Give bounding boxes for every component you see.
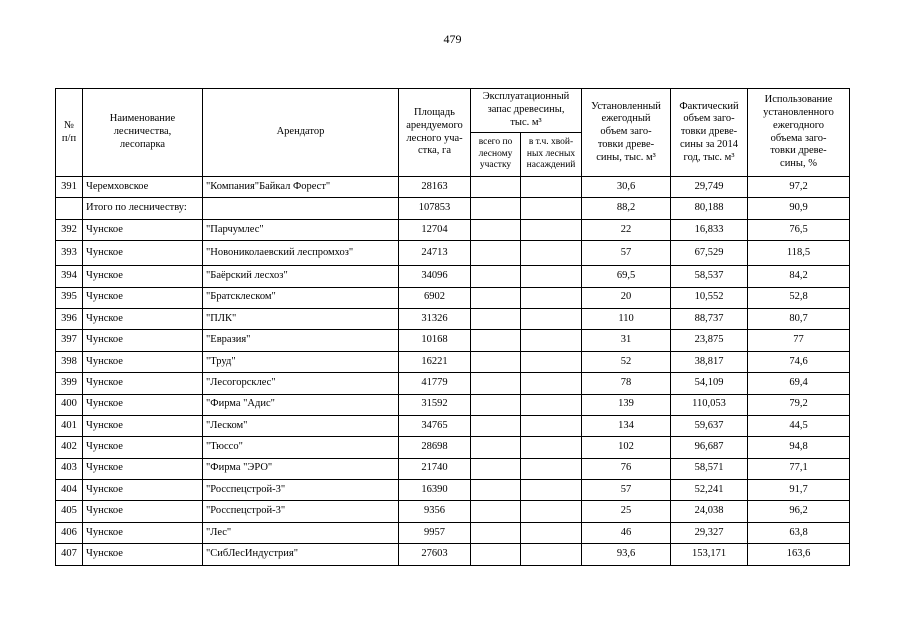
cell-stock-total [471,522,521,543]
cell-usage: 63,8 [748,522,850,543]
cell-tenant: "Братсклеском" [203,287,399,308]
cell-tenant: "ПЛК" [203,308,399,329]
cell-tenant: "Тюссо" [203,437,399,458]
cell-num: 405 [56,501,83,522]
cell-stock-conifer [521,373,582,394]
cell-actual: 16,833 [671,219,748,240]
cell-stock-conifer [521,522,582,543]
header-stock: Эксплуатационный запас древесины, тыс. м³ [471,89,582,133]
cell-actual: 10,552 [671,287,748,308]
header-tenant: Арендатор [203,89,399,177]
cell-stock-total [471,241,521,266]
table-row [56,544,850,565]
cell-established: 93,6 [582,544,671,565]
cell-num: 396 [56,308,83,329]
header-stock-total: всего по лесному участку [471,133,521,177]
cell-tenant: "Росспецстрой-3" [203,501,399,522]
cell-actual: 52,241 [671,480,748,501]
cell-usage: 76,5 [748,219,850,240]
cell-established: 102 [582,437,671,458]
cell-established: 25 [582,501,671,522]
cell-stock-total [471,394,521,415]
cell-established: 78 [582,373,671,394]
header-forestry: Наименование лесничества, лесопарка [83,89,203,177]
cell-stock-conifer [521,437,582,458]
cell-num: 401 [56,415,83,436]
cell-established: 134 [582,415,671,436]
cell-forestry: Чунское [83,480,203,501]
cell-num: 392 [56,219,83,240]
cell-usage: 79,2 [748,394,850,415]
table-row [56,266,850,287]
cell-actual: 153,171 [671,544,748,565]
cell-area: 10168 [399,330,471,351]
cell-stock-conifer [521,330,582,351]
cell-stock-total [471,177,521,198]
cell-established: 88,2 [582,198,671,219]
cell-stock-total [471,501,521,522]
cell-tenant: "Парчумлес" [203,219,399,240]
table-row [56,522,850,543]
cell-usage: 118,5 [748,241,850,266]
table-row [56,415,850,436]
cell-stock-conifer [521,415,582,436]
cell-stock-total [471,219,521,240]
cell-num: 404 [56,480,83,501]
cell-forestry: Итого по лесничеству: [83,198,203,219]
cell-actual: 38,817 [671,351,748,372]
header-established: Установленный ежегодный объем заго- товки древе- сины, тыс. м³ [582,89,671,177]
cell-usage: 69,4 [748,373,850,394]
cell-usage: 80,7 [748,308,850,329]
cell-num: 395 [56,287,83,308]
cell-established: 46 [582,522,671,543]
cell-stock-total [471,351,521,372]
cell-actual: 59,637 [671,415,748,436]
cell-actual: 29,327 [671,522,748,543]
cell-established: 31 [582,330,671,351]
cell-num [56,198,83,219]
cell-area: 24713 [399,241,471,266]
cell-stock-conifer [521,308,582,329]
cell-num: 398 [56,351,83,372]
cell-tenant: "Баёрский лесхоз" [203,266,399,287]
cell-actual: 54,109 [671,373,748,394]
cell-area: 16390 [399,480,471,501]
cell-usage: 77,1 [748,458,850,479]
table-row [56,480,850,501]
table-row [56,198,850,219]
header-area: Площадь арендуемого лесного уча- стка, га [399,89,471,177]
cell-tenant: "Леском" [203,415,399,436]
cell-area: 41779 [399,373,471,394]
cell-area: 28163 [399,177,471,198]
cell-actual: 29,749 [671,177,748,198]
cell-usage: 91,7 [748,480,850,501]
cell-tenant: "Фирма "Адис" [203,394,399,415]
cell-stock-conifer [521,241,582,266]
cell-usage: 77 [748,330,850,351]
cell-forestry: Чунское [83,287,203,308]
cell-actual: 58,571 [671,458,748,479]
cell-num: 393 [56,241,83,266]
cell-stock-conifer [521,266,582,287]
cell-area: 34765 [399,415,471,436]
cell-area: 9356 [399,501,471,522]
cell-forestry: Чунское [83,501,203,522]
cell-stock-conifer [521,458,582,479]
cell-area: 31326 [399,308,471,329]
cell-forestry: Чунское [83,308,203,329]
cell-stock-conifer [521,287,582,308]
cell-area: 27603 [399,544,471,565]
cell-stock-total [471,287,521,308]
cell-stock-conifer [521,501,582,522]
cell-established: 57 [582,241,671,266]
cell-actual: 80,188 [671,198,748,219]
cell-usage: 44,5 [748,415,850,436]
cell-established: 139 [582,394,671,415]
table-row [56,437,850,458]
cell-forestry: Чунское [83,394,203,415]
cell-area: 28698 [399,437,471,458]
cell-stock-total [471,308,521,329]
cell-num: 402 [56,437,83,458]
cell-forestry: Чунское [83,330,203,351]
cell-actual: 23,875 [671,330,748,351]
cell-area: 31592 [399,394,471,415]
cell-area: 12704 [399,219,471,240]
cell-num: 397 [56,330,83,351]
timber-lease-table [55,88,850,566]
cell-tenant: "Евразия" [203,330,399,351]
header-num: № п/п [56,89,83,177]
cell-forestry: Чунское [83,219,203,240]
cell-num: 403 [56,458,83,479]
cell-stock-conifer [521,219,582,240]
cell-forestry: Чунское [83,373,203,394]
cell-forestry: Чунское [83,544,203,565]
table-row [56,287,850,308]
cell-area: 16221 [399,351,471,372]
cell-actual: 96,687 [671,437,748,458]
cell-forestry: Чунское [83,415,203,436]
cell-actual: 67,529 [671,241,748,266]
header-actual: Фактический объем заго- товки древе- сины за 2014 год, тыс. м³ [671,89,748,177]
cell-usage: 52,8 [748,287,850,308]
cell-stock-conifer [521,544,582,565]
cell-actual: 58,537 [671,266,748,287]
cell-forestry: Чунское [83,266,203,287]
cell-tenant: "Росспецстрой-3" [203,480,399,501]
cell-established: 76 [582,458,671,479]
cell-stock-total [471,266,521,287]
table-row [56,394,850,415]
cell-tenant: "Фирма "ЭРО" [203,458,399,479]
cell-stock-conifer [521,480,582,501]
table-row [56,458,850,479]
table-row [56,241,850,266]
cell-stock-total [471,373,521,394]
cell-usage: 84,2 [748,266,850,287]
cell-actual: 24,038 [671,501,748,522]
cell-stock-total [471,415,521,436]
cell-num: 406 [56,522,83,543]
cell-stock-conifer [521,177,582,198]
cell-usage: 97,2 [748,177,850,198]
cell-area: 9957 [399,522,471,543]
cell-stock-total [471,544,521,565]
cell-established: 110 [582,308,671,329]
cell-num: 407 [56,544,83,565]
table-row [56,308,850,329]
header-usage: Использование установленного ежегодного объема заго- товки древе- сины, % [748,89,850,177]
cell-num: 400 [56,394,83,415]
cell-num: 399 [56,373,83,394]
cell-usage: 74,6 [748,351,850,372]
cell-established: 57 [582,480,671,501]
header-stock-conifer: в т.ч. хвой- ных лесных насаждений [521,133,582,177]
cell-established: 22 [582,219,671,240]
cell-established: 20 [582,287,671,308]
cell-stock-conifer [521,351,582,372]
cell-stock-total [471,198,521,219]
table-row [56,373,850,394]
page-number: 479 [443,32,462,46]
cell-established: 69,5 [582,266,671,287]
cell-area: 6902 [399,287,471,308]
cell-area: 34096 [399,266,471,287]
cell-tenant: "Лес" [203,522,399,543]
cell-actual: 110,053 [671,394,748,415]
cell-tenant [203,198,399,219]
cell-tenant: "Новониколаевский леспромхоз" [203,241,399,266]
cell-area: 107853 [399,198,471,219]
cell-stock-conifer [521,394,582,415]
cell-tenant: "Труд" [203,351,399,372]
cell-usage: 90,9 [748,198,850,219]
cell-forestry: Чунское [83,522,203,543]
cell-forestry: Черемховское [83,177,203,198]
table-row [56,351,850,372]
cell-stock-conifer [521,198,582,219]
cell-forestry: Чунское [83,351,203,372]
cell-tenant: "Лесогорсклес" [203,373,399,394]
table-header [56,89,850,177]
cell-stock-total [471,458,521,479]
cell-stock-total [471,480,521,501]
cell-tenant: "Компания"Байкал Форест" [203,177,399,198]
cell-usage: 163,6 [748,544,850,565]
cell-established: 30,6 [582,177,671,198]
cell-forestry: Чунское [83,241,203,266]
table-row [56,501,850,522]
cell-area: 21740 [399,458,471,479]
cell-usage: 94,8 [748,437,850,458]
table-row [56,330,850,351]
cell-num: 391 [56,177,83,198]
cell-forestry: Чунское [83,437,203,458]
cell-usage: 96,2 [748,501,850,522]
cell-num: 394 [56,266,83,287]
cell-stock-total [471,437,521,458]
cell-actual: 88,737 [671,308,748,329]
cell-tenant: "СибЛесИндустрия" [203,544,399,565]
cell-established: 52 [582,351,671,372]
cell-forestry: Чунское [83,458,203,479]
table-body [56,177,850,566]
table-row [56,219,850,240]
table-row [56,177,850,198]
cell-stock-total [471,330,521,351]
